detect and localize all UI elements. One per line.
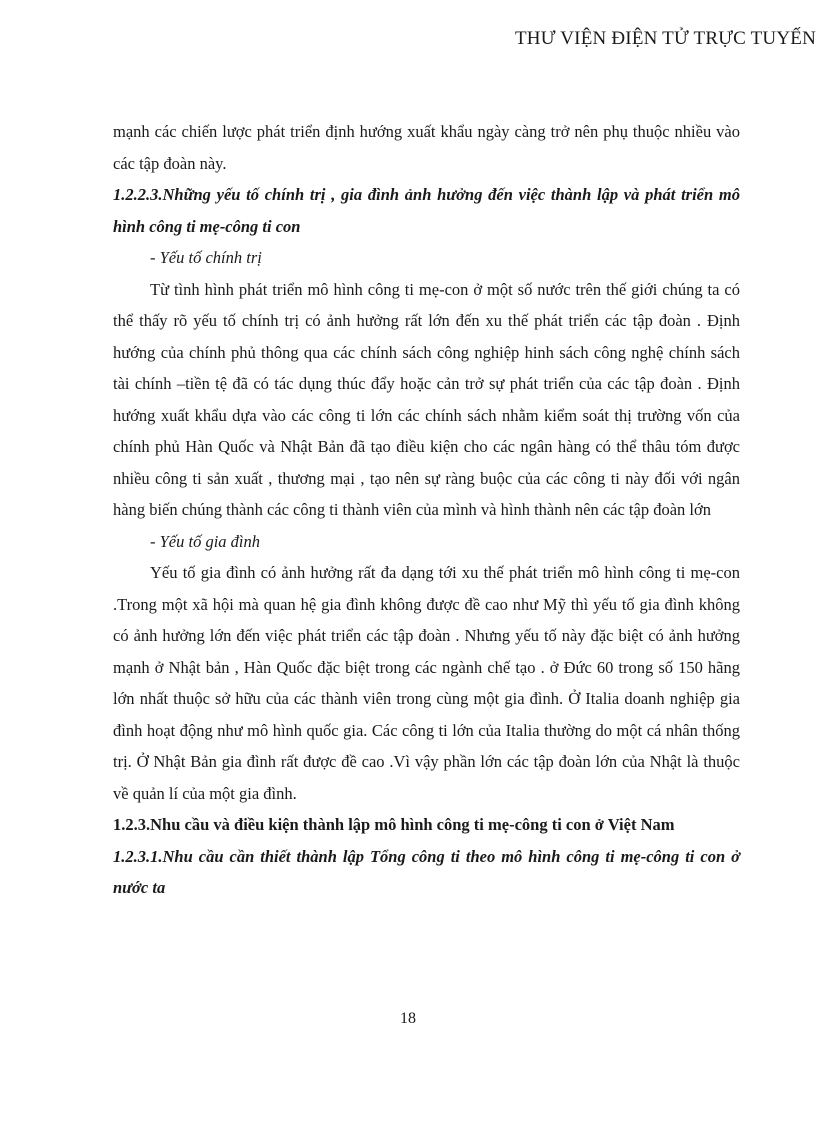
subheading-family-factor: - Yếu tố gia đình: [150, 531, 260, 551]
paragraph-family-factor: Yếu tố gia đình có ảnh hưởng rất đa dạng tới xu thế phát triển mô hình công ti mẹ-con .Trong một xã hội mà quan hệ gia đình không được đề cao như Mỹ thì yếu tố gia đình không có ảnh hưởng lớn đến việc phát triển các tập đoàn . Nhưng yếu tố này đặc biệt có ảnh hưởng mạnh ở Nhật bản , Hàn Quốc đặc biệt trong các ngành chế tạo . ở Đức 60 trong số 150 hãng lớn nhất thuộc sở hữu của các thành viên trong cùng một gia đình. Ở Italia doanh nghiệp gia đình hoạt động như mô hình quốc gia. Các công ti lớn của Italia thường do một cá nhân thống trị. Ở Nhật Bản gia đình rất được đề cao .Vì vậy phần lớn các tập đoàn lớn của Nhật là thuộc về quản lí của một gia đình.: [113, 563, 740, 803]
page-body: [113, 116, 740, 904]
subheading-political-factor: - Yếu tố chính trị: [150, 248, 262, 267]
paragraph-continued: mạnh các chiến lược phát triển định hướng xuất khẩu ngày càng trở nên phụ thuộc nhiều vào các tập đoàn này.: [113, 122, 740, 173]
section-heading-1-2-3-1: 1.2.3.1.Nhu cầu cần thiết thành lập Tổng công ti theo mô hình công ti mẹ-công ti con ở nước ta: [113, 846, 740, 897]
section-heading-1-2-2-3: 1.2.2.3.Những yếu tố chính trị , gia đình ảnh hưởng đến việc thành lập và phát triển mô hình công ti mẹ-công ti con: [113, 185, 740, 236]
running-header: THƯ VIỆN ĐIỆN TỬ TRỰC TUYẾN: [514, 28, 816, 49]
paragraph-political-factor: Từ tình hình phát triển mô hình công ti mẹ-con ở một số nước trên thế giới chúng ta có thể thấy rõ yếu tố chính trị có ảnh hưởng rất lớn đến xu thế phát triển các tập đoàn . Định hướng của chính phủ thông qua các chính sách công nghiệp hinh sách công nghệ chính sách tài chính –tiền tệ đã có tác dụng thúc đẩy hoặc cản trở sự phát triển của các tập đoàn . Định hướng xuất khẩu dựa vào các công ti lớn các chính sách nhằm kiểm soát thị trường vốn của chính phủ Hàn Quốc và Nhật Bản đã tạo điều kiện cho các ngân hàng có thể thâu tóm được nhiều công ti sản xuất , thương mại , tạo nên sự ràng buộc của các công ti này đối với ngân hàng biến chúng thành các công ti thành viên của mình và hình thành nên các tập đoàn lớn: [113, 279, 740, 519]
section-heading-1-2-3: 1.2.3.Nhu cầu và điều kiện thành lập mô hình công ti mẹ-công ti con ở Việt Nam: [113, 815, 675, 834]
page-number: 18: [400, 1010, 416, 1027]
